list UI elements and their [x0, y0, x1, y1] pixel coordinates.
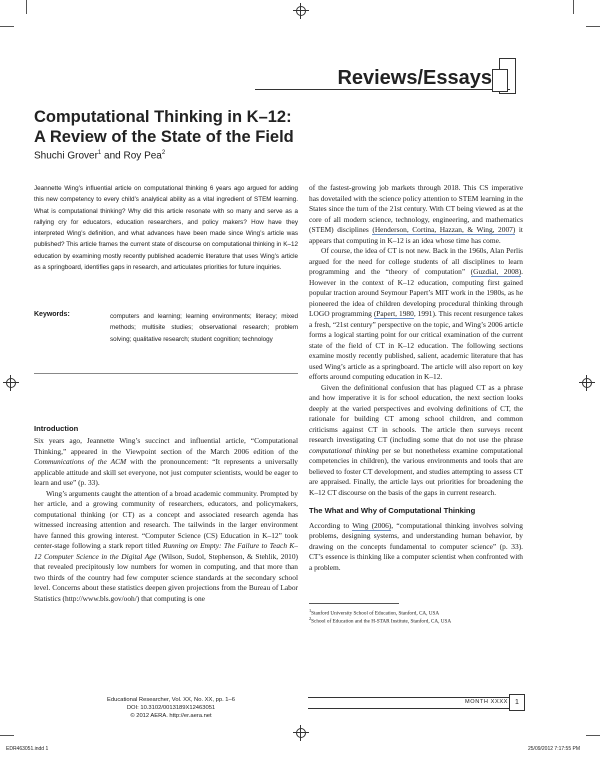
citation-link[interactable]: (Henderson, Cortina, Hazzan, & Wing, 2007) — [372, 225, 516, 234]
footer-rule — [308, 708, 509, 709]
footer-rule — [308, 697, 509, 698]
text: Wing’s arguments caught the attention of a broad academic community. Prompted by her article, and a growing community of researchers, educators, and policymakers, computational thinking (or CT) as a concept and associated research agenda has witnessed increasing attention and research. The tailwinds in the larger environment have fanned this growing interest. “Computer Science (CS) Education in K–12” took center-stage following a stark report titled — [34, 488, 298, 550]
footnote-rule — [309, 603, 399, 604]
right-column-body — [309, 183, 523, 573]
page-number: 1 — [509, 694, 525, 711]
text: According to — [309, 520, 353, 530]
text: Six years ago, Jeannette Wing’s succinct and influential article, “Computational Thinking,” appeared in the Viewpoint section of the March 2006 edition of the — [34, 436, 298, 456]
title-line-2: A Review of the State of the Field — [34, 128, 294, 146]
registration-mark-left — [6, 378, 16, 388]
section-label: Reviews/Essays — [337, 67, 492, 89]
paragraph — [309, 521, 523, 574]
registration-mark-right — [582, 378, 592, 388]
journal-line: Educational Researcher, Vol. XX, No. XX, pp. 1–6 — [107, 697, 235, 703]
left-column-body — [34, 436, 298, 604]
paragraph — [309, 383, 523, 499]
crop-mark — [573, 0, 574, 14]
text: Of course, the idea of CT is not new. Back in the 1960s, Alan Perlis argued for the need for college students of all disciplines to learn programming and the “theory of computation” — [309, 246, 523, 276]
crop-mark — [26, 0, 27, 14]
abstract: Jeannette Wing’s influential article on computational thinking 6 years ago argued for adding this new competency to every child’s analytical ability as a vital ingredient of STEM learning. What is computational thinking? Why did this article resonate with so many and serve as a rallying cry for educators, education researchers, and policy makers? How have they interpreted Wing’s definition, and what advances have been made since Wing’s article was published? This article frames the current state of discourse on computational thinking in K–12 education by examining mostly recently published academic literature that uses Wing’s article as a springboard, identifies gaps in research, and articulates priorities for future inquiries. — [34, 185, 298, 272]
author-1: Shuchi Grover — [34, 150, 98, 162]
header-rule — [255, 89, 510, 90]
keywords-label: Keywords: — [34, 311, 70, 318]
italic-text: computational thinking — [309, 445, 379, 455]
text: , 1991). This recent resurgence takes a fresh, “21st century” perspective on the topic, and Wing’s 2006 article forms a logical starting point for our critical examination of the current state of the field of CT in K–12 education. The following sections examine mostly recently published, salient, academic literature that has used Wing’s article as a springboard. The article will also report on key efforts around computing education in K–12. — [309, 309, 523, 381]
paragraph — [309, 183, 523, 246]
authors — [34, 150, 165, 161]
footnote-marker: 1 — [309, 608, 312, 613]
text: with the pronouncement: “It represents a universally applicable attitude and skill set everyone, not just computer scientists, would be eager to learn and use” (p. 33). — [34, 457, 298, 487]
introduction-heading: Introduction — [34, 424, 79, 433]
footnote-text: School of Education and the H-STAR Institute, Stanford, CA, USA — [311, 618, 452, 625]
footnote-text: Stanford University School of Education, Stanford, CA, USA — [311, 610, 440, 617]
citation-link[interactable]: (Guzdial, 2008) — [470, 267, 522, 276]
print-slug-date: 25/09/2012 7:17:55 PM — [528, 746, 580, 752]
registration-mark-top — [296, 6, 306, 16]
paragraph — [34, 436, 298, 489]
author-2-affiliation: 2 — [161, 150, 166, 156]
crop-mark — [586, 26, 600, 27]
title-line-1: Computational Thinking in K–12: — [34, 108, 292, 126]
footnote-marker: 2 — [309, 616, 312, 621]
paragraph — [309, 246, 523, 383]
keywords-rule — [34, 373, 298, 374]
article-title — [34, 107, 394, 147]
copyright-line: © 2012 AERA. http://er.aera.net — [130, 713, 212, 719]
print-slug-file: EDR463051.indd 1 — [6, 746, 49, 752]
text: (Wilson, Sudol, Stephenson, & Stehlik, 2010) that revealed precipitously low numbers for women in computing, and that more than two thirds of the country had few computer science standards at the secondary school level. Concerns about these statistics deepen given projections from the Bureau of Labor Statistics (http://www.bls.gov/ooh/) that computing is one — [34, 551, 298, 603]
italic-text: Communications of the ACM — [34, 457, 127, 466]
citation-block — [96, 696, 246, 720]
citation-link[interactable]: Wing (2006) — [352, 520, 392, 530]
text: it appears that computing in K–12 is an idea whose time has come. — [309, 225, 523, 245]
footnote-2 — [309, 615, 451, 626]
crop-mark — [0, 735, 14, 736]
doi-line: DOI: 10.3102/0013189X12463051 — [126, 705, 216, 711]
text: . However in the context of K–12 education, computing first gained popular traction around Seymour Papert’s MIT work in the 1980s, as he pioneered the idea of children developing procedural thinking through LOGO programming — [309, 267, 524, 318]
crop-mark — [586, 735, 600, 736]
paragraph — [34, 489, 298, 605]
crop-mark — [0, 26, 14, 27]
keywords-text: computers and learning; learning environments; literacy; mixed methods; multisite studies; observational research; problem solving; qualitative research; student cognition; technology — [110, 313, 298, 343]
registration-mark-bottom — [296, 728, 306, 738]
section-heading: The What and Why of Computational Thinking — [309, 506, 476, 515]
citation-link[interactable]: (Papert, 1980 — [373, 309, 414, 318]
text: per se but nonetheless examine computational competencies in children), the various environments and tools that are believed to foster CT development, and studies attempting to assess CT are appraised. Finally, the article lays out priorities for broadening the K–12 CT discourse on the basis of the gaps in current research. — [309, 445, 523, 497]
author-2: and Roy Pea — [101, 150, 162, 162]
header-box-decoration — [492, 69, 508, 92]
author-1-affiliation: 1 — [97, 150, 102, 156]
italic-text: Running on Empty: The Failure to Teach K–12 Computer Science in the Digital Age — [34, 541, 299, 561]
text: Given the definitional confusion that has plagued CT as a phrase and how imperative it is for school education, the next section looks deeply at the varied perspectives and evolving definitions of CT, the rationale for building CT among school children, and common criticisms against CT in schools. The article then surveys recent research investigating CT (including some that do not use the phrase — [309, 382, 523, 444]
text: , “computational thinking involves solving problems, designing systems, and understanding human behavior, by drawing on the concepts fundamental to computer science” (p. 33). CT’s essence is thinking like a computer scientist when confronted with a problem. — [309, 520, 523, 572]
text: of the fastest-growing job markets through 2018. This CS imperative has dovetailed with the science policy attention to STEM learning in the States since the turn of the 21st century. With CT being viewed as at the core of all modern science, technology, engineering, and mathematics (STEM) disciplines — [309, 183, 523, 234]
issue-month: MONTH XXXX — [465, 699, 508, 705]
